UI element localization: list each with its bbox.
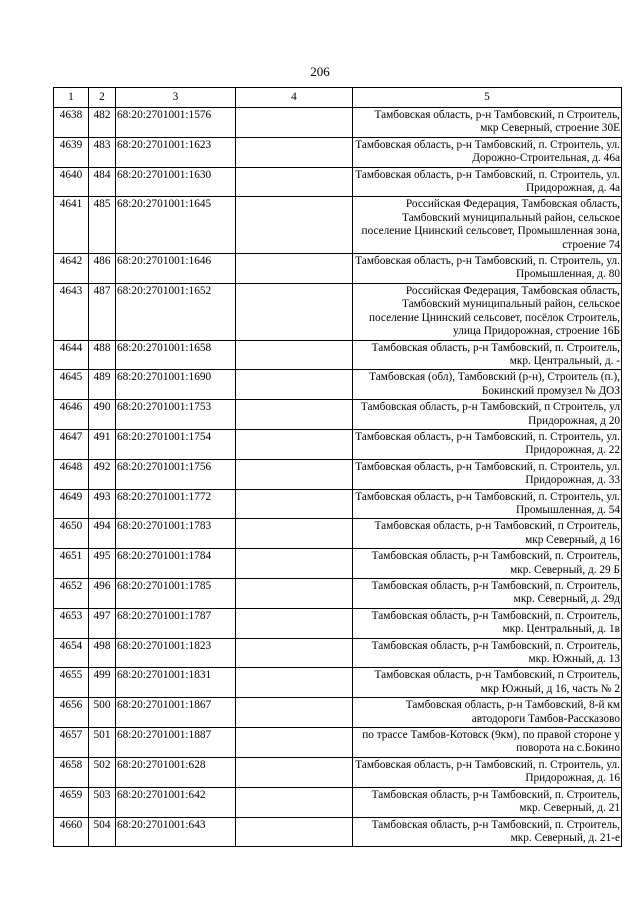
- cadastral-number: 68:20:2701001:628: [116, 757, 236, 787]
- column-4-cell: [236, 519, 353, 549]
- column-4-cell: [236, 137, 353, 167]
- column-4-cell: [236, 757, 353, 787]
- table-row: [54, 549, 622, 579]
- column-4-cell: [236, 400, 353, 430]
- item-number: 496: [89, 579, 116, 609]
- address: Тамбовская область, р-н Тамбовский, п. Строитель, мкр. Северный, д. 29д: [353, 579, 622, 609]
- table-row: [54, 283, 622, 340]
- column-header-4: 4: [236, 88, 353, 108]
- row-number: 4656: [54, 698, 89, 728]
- row-number: 4660: [54, 817, 89, 847]
- row-number: 4652: [54, 579, 89, 609]
- column-4-cell: [236, 668, 353, 698]
- table-row: [54, 167, 622, 197]
- cadastral-number: 68:20:2701001:1630: [116, 167, 236, 197]
- row-number: 4654: [54, 638, 89, 668]
- column-4-cell: [236, 340, 353, 370]
- row-number: 4655: [54, 668, 89, 698]
- address: Тамбовская область, р-н Тамбовский, п. Строитель, ул. Придорожная, д. 16: [353, 757, 622, 787]
- cadastral-number: 68:20:2701001:1753: [116, 400, 236, 430]
- table-row: [54, 668, 622, 698]
- column-4-cell: [236, 254, 353, 284]
- row-number: 4640: [54, 167, 89, 197]
- cadastral-number: 68:20:2701001:1652: [116, 283, 236, 340]
- row-number: 4657: [54, 728, 89, 758]
- table-row: [54, 429, 622, 459]
- cadastral-number: 68:20:2701001:1754: [116, 429, 236, 459]
- column-header-3: 3: [116, 88, 236, 108]
- row-number: 4653: [54, 608, 89, 638]
- address: Тамбовская область, р-н Тамбовский, п. Строитель, ул. Промышленная, д. 54: [353, 489, 622, 519]
- table-row: [54, 728, 622, 758]
- row-number: 4647: [54, 429, 89, 459]
- item-number: 498: [89, 638, 116, 668]
- column-4-cell: [236, 728, 353, 758]
- item-number: 499: [89, 668, 116, 698]
- table-row: [54, 340, 622, 370]
- row-number: 4638: [54, 108, 89, 138]
- cadastral-number: 68:20:2701001:1787: [116, 608, 236, 638]
- address: Российская Федерация, Тамбовская область, Тамбовский муниципальный район, сельское поселение Цнинский сельсовет, посёлок Строитель, улица Придорожная, строение 16Б: [353, 283, 622, 340]
- item-number: 493: [89, 489, 116, 519]
- item-number: 497: [89, 608, 116, 638]
- address: Тамбовская область, р-н Тамбовский, п. Строитель, ул. Промышленная, д. 80: [353, 254, 622, 284]
- row-number: 4648: [54, 459, 89, 489]
- item-number: 482: [89, 108, 116, 138]
- item-number: 489: [89, 370, 116, 400]
- table-row: [54, 519, 622, 549]
- column-header-2: 2: [89, 88, 116, 108]
- cadastral-number: 68:20:2701001:1823: [116, 638, 236, 668]
- page-number: 206: [310, 64, 330, 79]
- cadastral-number: 68:20:2701001:1887: [116, 728, 236, 758]
- row-number: 4649: [54, 489, 89, 519]
- column-header-1: 1: [54, 88, 89, 108]
- row-number: 4650: [54, 519, 89, 549]
- table-row: [54, 817, 622, 847]
- item-number: 486: [89, 254, 116, 284]
- table-row: [54, 370, 622, 400]
- column-header-5: 5: [353, 88, 622, 108]
- address: Тамбовская область, р-н Тамбовский, п. Строитель, ул. Придорожная, д. 33: [353, 459, 622, 489]
- cadastral-number: 68:20:2701001:1772: [116, 489, 236, 519]
- cadastral-number: 68:20:2701001:1623: [116, 137, 236, 167]
- item-number: 483: [89, 137, 116, 167]
- column-4-cell: [236, 108, 353, 138]
- address: Тамбовская область, р-н Тамбовский, п. Строитель, ул. Дорожно-Строительная, д. 46а: [353, 137, 622, 167]
- item-number: 492: [89, 459, 116, 489]
- address: Тамбовская область, р-н Тамбовский, п. Строитель, мкр. Северный, д. 21-е: [353, 817, 622, 847]
- cadastral-number: 68:20:2701001:642: [116, 787, 236, 817]
- address: Тамбовская область, р-н Тамбовский, п. Строитель, мкр. Северный, д. 29 Б: [353, 549, 622, 579]
- cadastral-number: 68:20:2701001:1785: [116, 579, 236, 609]
- table-row: [54, 459, 622, 489]
- table-row: [54, 787, 622, 817]
- column-4-cell: [236, 283, 353, 340]
- column-4-cell: [236, 459, 353, 489]
- cadastral-number: 68:20:2701001:1783: [116, 519, 236, 549]
- item-number: 490: [89, 400, 116, 430]
- table-row: [54, 489, 622, 519]
- header-row: [54, 88, 622, 108]
- item-number: 500: [89, 698, 116, 728]
- item-number: 501: [89, 728, 116, 758]
- address: Тамбовская область, р-н Тамбовский, п. Строитель, ул. Придорожная, д. 22: [353, 429, 622, 459]
- row-number: 4644: [54, 340, 89, 370]
- item-number: 504: [89, 817, 116, 847]
- cadastral-number: 68:20:2701001:1576: [116, 108, 236, 138]
- address: Тамбовская область, р-н Тамбовский, п Строитель, ул Придорожная, д 20: [353, 400, 622, 430]
- column-4-cell: [236, 489, 353, 519]
- address: Тамбовская область, р-н Тамбовский, п Строитель, мкр Северный, д 16: [353, 519, 622, 549]
- cadastral-number: 68:20:2701001:1756: [116, 459, 236, 489]
- row-number: 4651: [54, 549, 89, 579]
- register-table: [53, 87, 622, 847]
- address: Тамбовская область, р-н Тамбовский, п Строитель, мкр Южный, д 16, часть № 2: [353, 668, 622, 698]
- column-4-cell: [236, 817, 353, 847]
- row-number: 4643: [54, 283, 89, 340]
- address: Тамбовская область, р-н Тамбовский, п. Строитель, мкр. Центральный, д. 1в: [353, 608, 622, 638]
- column-4-cell: [236, 549, 353, 579]
- row-number: 4639: [54, 137, 89, 167]
- item-number: 488: [89, 340, 116, 370]
- table-row: [54, 579, 622, 609]
- address: по трассе Тамбов-Котовск (9км), по правой стороне у поворота на с.Бокино: [353, 728, 622, 758]
- row-number: 4645: [54, 370, 89, 400]
- table-row: [54, 400, 622, 430]
- item-number: 485: [89, 197, 116, 254]
- item-number: 484: [89, 167, 116, 197]
- row-number: 4642: [54, 254, 89, 284]
- table-row: [54, 197, 622, 254]
- table-row: [54, 108, 622, 138]
- table-row: [54, 757, 622, 787]
- cadastral-number: 68:20:2701001:1784: [116, 549, 236, 579]
- cadastral-number: 68:20:2701001:1645: [116, 197, 236, 254]
- cadastral-number: 68:20:2701001:1646: [116, 254, 236, 284]
- table-body: [54, 108, 622, 847]
- cadastral-number: 68:20:2701001:1690: [116, 370, 236, 400]
- address: Тамбовская (обл), Тамбовский (р-н), Строитель (п.), Бокинский промузел № ДОЗ: [353, 370, 622, 400]
- address: Тамбовская область, р-н Тамбовский, п. Строитель, мкр. Центральный, д. -: [353, 340, 622, 370]
- cadastral-number: 68:20:2701001:643: [116, 817, 236, 847]
- item-number: 494: [89, 519, 116, 549]
- row-number: 4659: [54, 787, 89, 817]
- column-4-cell: [236, 370, 353, 400]
- column-4-cell: [236, 579, 353, 609]
- column-4-cell: [236, 197, 353, 254]
- table-row: [54, 254, 622, 284]
- cadastral-number: 68:20:2701001:1658: [116, 340, 236, 370]
- item-number: 503: [89, 787, 116, 817]
- item-number: 502: [89, 757, 116, 787]
- address: Тамбовская область, р-н Тамбовский, п. Строитель, ул. Придорожная, д. 4а: [353, 167, 622, 197]
- column-4-cell: [236, 787, 353, 817]
- column-4-cell: [236, 698, 353, 728]
- table-row: [54, 638, 622, 668]
- column-4-cell: [236, 429, 353, 459]
- address: Тамбовская область, р-н Тамбовский, 8-й км автодороги Тамбов-Рассказово: [353, 698, 622, 728]
- address: Тамбовская область, р-н Тамбовский, п. Строитель, мкр. Северный, д. 21: [353, 787, 622, 817]
- cadastral-number: 68:20:2701001:1831: [116, 668, 236, 698]
- table-row: [54, 608, 622, 638]
- cadastral-number: 68:20:2701001:1867: [116, 698, 236, 728]
- item-number: 487: [89, 283, 116, 340]
- item-number: 495: [89, 549, 116, 579]
- table-row: [54, 698, 622, 728]
- item-number: 491: [89, 429, 116, 459]
- column-4-cell: [236, 638, 353, 668]
- row-number: 4658: [54, 757, 89, 787]
- column-4-cell: [236, 167, 353, 197]
- row-number: 4641: [54, 197, 89, 254]
- address: Тамбовская область, р-н Тамбовский, п. Строитель, мкр. Южный, д. 13: [353, 638, 622, 668]
- row-number: 4646: [54, 400, 89, 430]
- address: Тамбовская область, р-н Тамбовский, п Строитель, мкр Северный, строение 30Е: [353, 108, 622, 138]
- address: Российская Федерация, Тамбовская область, Тамбовский муниципальный район, сельское поселение Цнинский сельсовет, Промышленная зона, строение 74: [353, 197, 622, 254]
- table-row: [54, 137, 622, 167]
- column-4-cell: [236, 608, 353, 638]
